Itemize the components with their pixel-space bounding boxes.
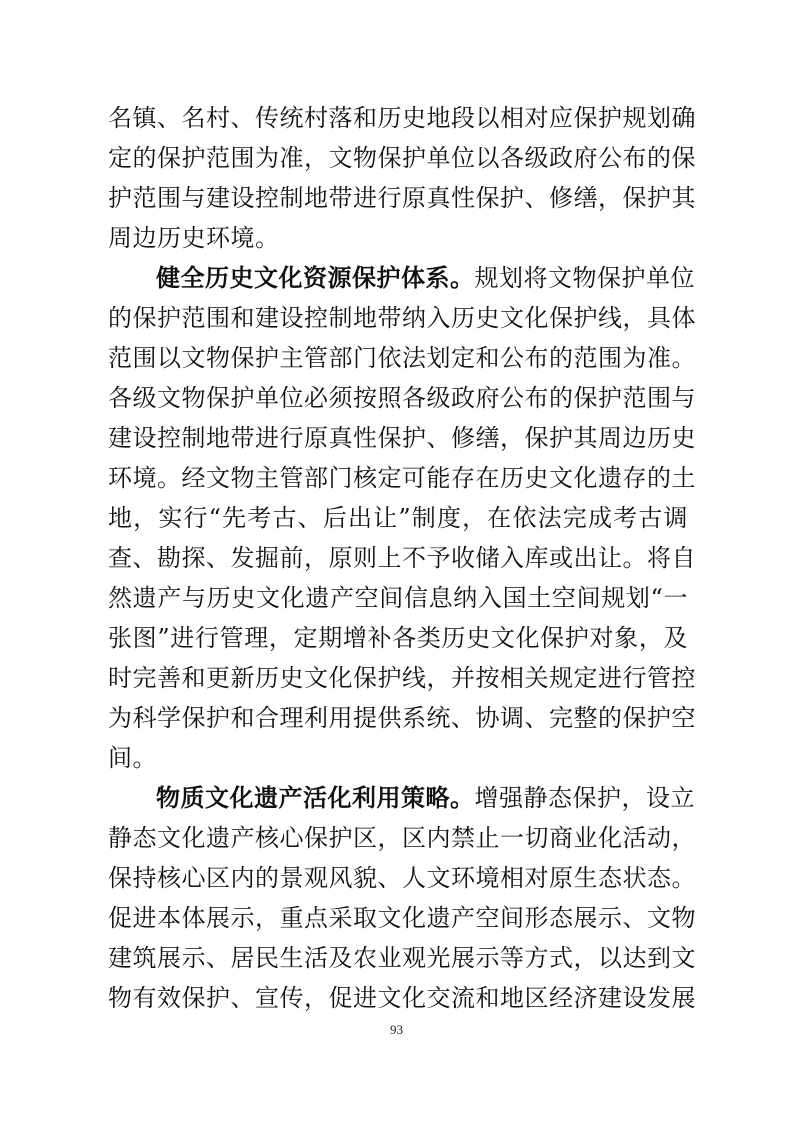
paragraph-3-first-line-text: 增强静态保护，设立 [474, 784, 695, 812]
paragraph-2-first-line-text: 规划将文物保护单位 [474, 264, 695, 292]
paragraph-2-line-8: 查、勘探、发掘前，原则上不予收储入库或出让。将自 [108, 544, 696, 572]
paragraph-3-heading: 物质文化遗产活化利用策略。 [156, 784, 475, 812]
paragraph-2-heading: 健全历史文化资源保护体系。 [156, 264, 475, 292]
paragraph-3-line-4: 促进本体展示，重点采取文化遗产空间形态展示、文物 [108, 904, 696, 932]
paragraph-2-line-2: 的保护范围和建设控制地带纳入历史文化保护线，具体 [108, 304, 696, 332]
paragraph-3-line-3: 保持核心区内的景观风貌、人文环境相对原生态状态。 [108, 864, 696, 892]
paragraph-2-line-10: 张图”进行管理，定期增补各类历史文化保护对象，及 [108, 624, 688, 652]
paragraph-3-line-6: 物有效保护、宣传，促进文化交流和地区经济建设发展 [108, 984, 696, 1012]
paragraph-3-line-2: 静态文化遗产核心保护区，区内禁止一切商业化活动， [108, 824, 696, 852]
paragraph-2-line-12: 为科学保护和合理利用提供系统、协调、完整的保护空 [108, 704, 696, 732]
paragraph-3-line-5: 建筑展示、居民生活及农业观光展示等方式，以达到文 [108, 944, 696, 972]
paragraph-2-line-4: 各级文物保护单位必须按照各级政府公布的保护范围与 [108, 384, 696, 412]
paragraph-3-first-line [156, 778, 695, 818]
paragraph-2-line-13: 间。 [108, 744, 157, 772]
paragraph-2-line-6: 环境。经文物主管部门核定可能存在历史文化遗存的土 [108, 464, 696, 492]
paragraph-1-line-1: 名镇、名村、传统村落和历史地段以相对应保护规划确 [108, 104, 696, 132]
paragraph-2-line-9: 然遗产与历史文化遗产空间信息纳入国土空间规划“一 [108, 584, 688, 612]
paragraph-2-line-3: 范围以文物保护主管部门依法划定和公布的范围为准。 [108, 344, 696, 372]
paragraph-2-line-11: 时完善和更新历史文化保护线，并按相关规定进行管控 [108, 664, 696, 692]
paragraph-1-line-3: 护范围与建设控制地带进行原真性保护、修缮，保护其 [108, 184, 696, 212]
page-number: 93 [390, 1022, 403, 1037]
paragraph-1-line-2: 定的保护范围为准，文物保护单位以各级政府公布的保 [108, 144, 696, 172]
paragraph-2-line-5: 建设控制地带进行原真性保护、修缮，保护其周边历史 [108, 424, 696, 452]
paragraph-2-line-7: 地，实行“先考古、后出让”制度，在依法完成考古调 [108, 504, 688, 532]
paragraph-2-first-line [156, 258, 695, 298]
paragraph-1-line-4: 周边历史环境。 [108, 224, 280, 252]
